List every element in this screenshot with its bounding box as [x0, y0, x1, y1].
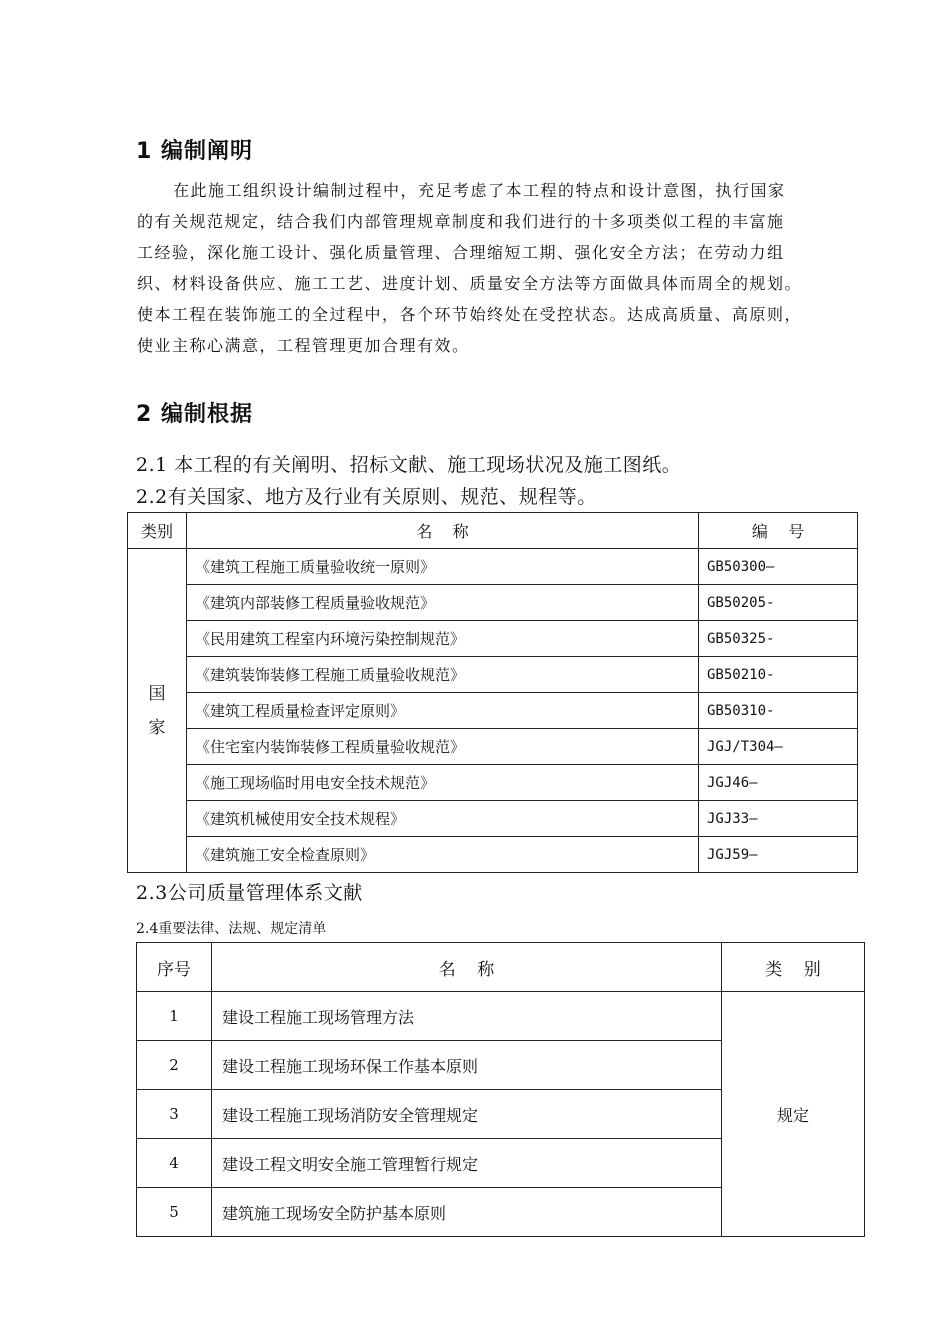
row-number: 3	[137, 1090, 212, 1139]
table-row	[128, 729, 858, 765]
header-code: 编 号	[699, 513, 858, 549]
category-char: 国	[148, 683, 166, 704]
standard-name: 《建筑装饰装修工程施工质量验收规范》	[187, 657, 699, 693]
table-row	[128, 693, 858, 729]
category-cell	[128, 549, 187, 873]
para-line: 工经验，深化施工设计、强化质量管理、合理缩短工期、强化安全方法；在劳动力组	[137, 243, 785, 262]
regulation-name: 建设工程施工现场管理方法	[212, 992, 722, 1041]
standard-name: 《建筑机械使用安全技术规程》	[187, 801, 699, 837]
standard-code: GB50205-	[699, 585, 858, 621]
table-row	[128, 549, 858, 585]
header-category: 类别	[128, 513, 187, 549]
item-2-2: 2.2有关国家、地方及行业有关原则、规范、规程等。	[136, 486, 597, 508]
row-number: 5	[137, 1188, 212, 1237]
para-line: 使业主称心满意，工程管理更加合理有效。	[137, 336, 470, 355]
section1-heading: 1 编制阐明	[136, 139, 253, 164]
header-name: 名 称	[212, 943, 722, 992]
item-2-3: 2.3公司质量管理体系文献	[136, 882, 363, 904]
para-line: 织、材料设备供应、施工工艺、进度计划、质量安全方法等方面做具体而周全的规划。	[137, 274, 803, 293]
table-row	[137, 992, 865, 1041]
table-header-row	[128, 513, 858, 549]
section2-heading: 2 编制根据	[136, 402, 253, 427]
standard-code: JGJ59—	[699, 837, 858, 873]
header-name: 名 称	[187, 513, 699, 549]
category-char: 家	[148, 717, 166, 738]
header-number: 序号	[137, 943, 212, 992]
regulation-name: 建筑施工现场安全防护基本原则	[212, 1188, 722, 1237]
row-number: 4	[137, 1139, 212, 1188]
regulations-table	[136, 942, 865, 1237]
regulation-name: 建设工程施工现场消防安全管理规定	[212, 1090, 722, 1139]
standard-name: 《建筑施工安全检查原则》	[187, 837, 699, 873]
para-line: 的有关规范规定，结合我们内部管理规章制度和我们进行的十多项类似工程的丰富施	[137, 212, 785, 231]
standard-name: 《施工现场临时用电安全技术规范》	[187, 765, 699, 801]
standard-name: 《建筑工程质量检查评定原则》	[187, 693, 699, 729]
para-line: 使本工程在装饰施工的全过程中，各个环节始终处在受控状态。达成高质量、高原则，	[137, 305, 803, 324]
table-row	[128, 585, 858, 621]
standard-name: 《建筑工程施工质量验收统一原则》	[187, 549, 699, 585]
table-row	[128, 657, 858, 693]
standard-code: JGJ33—	[699, 801, 858, 837]
standard-code: JGJ/T304—	[699, 729, 858, 765]
table-row	[128, 765, 858, 801]
table-row	[128, 801, 858, 837]
regulation-name: 建设工程文明安全施工管理暂行规定	[212, 1139, 722, 1188]
standard-name: 《建筑内部装修工程质量验收规范》	[187, 585, 699, 621]
section1-paragraph	[137, 175, 877, 361]
standard-code: GB50210-	[699, 657, 858, 693]
table-row	[128, 621, 858, 657]
standards-table	[127, 512, 858, 873]
row-number: 1	[137, 992, 212, 1041]
regulation-name: 建设工程施工现场环保工作基本原则	[212, 1041, 722, 1090]
item-2-4: 2.4重要法律、法规、规定清单	[136, 921, 327, 937]
table-row	[128, 837, 858, 873]
row-number: 2	[137, 1041, 212, 1090]
standard-name: 《民用建筑工程室内环境污染控制规范》	[187, 621, 699, 657]
standard-code: JGJ46—	[699, 765, 858, 801]
standard-code: GB50310-	[699, 693, 858, 729]
standard-code: GB50325-	[699, 621, 858, 657]
standard-code: GB50300—	[699, 549, 858, 585]
table-header-row	[137, 943, 865, 992]
para-line: 在此施工组织设计编制过程中，充足考虑了本工程的特点和设计意图，执行国家	[173, 181, 786, 200]
standard-name: 《住宅室内装饰装修工程质量验收规范》	[187, 729, 699, 765]
item-2-1: 2.1 本工程的有关阐明、招标文献、施工现场状况及施工图纸。	[136, 454, 682, 476]
header-type: 类 别	[722, 943, 865, 992]
type-cell: 规定	[722, 992, 865, 1237]
